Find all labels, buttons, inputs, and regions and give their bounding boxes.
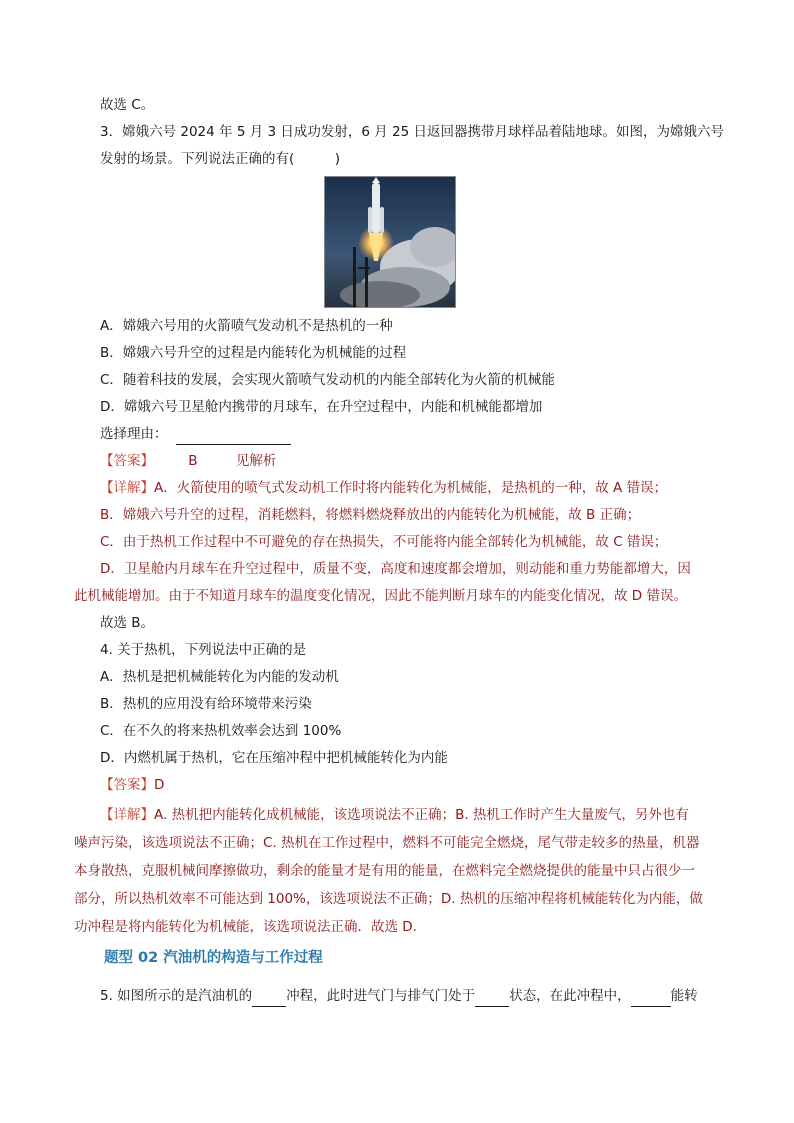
answer-row-q4	[100, 775, 164, 795]
q5-blank-1	[252, 986, 286, 1007]
answer-value: B	[188, 453, 198, 469]
answer-line-q2: 故选 C。	[100, 97, 155, 113]
question-5-stem	[100, 986, 698, 1007]
q4-detail-row-2: 噪声污染，该选项说法不正确；C. 热机在工作过程中，燃料不可能完全燃烧，尾气带走较多的热量，机器	[74, 835, 700, 851]
detail-tag: 【详解】	[100, 807, 154, 823]
q5-blank-2	[475, 986, 509, 1007]
reason-label: 选择理由：	[100, 426, 168, 442]
detail-row-1	[100, 478, 667, 498]
q5-part-4: 能转	[670, 988, 698, 1004]
option-b: B．嫦娥六号升空的过程是内能转化为机械能的过程	[100, 345, 407, 361]
detail-tag: 【详解】	[100, 480, 154, 496]
answer-value: D	[154, 777, 165, 793]
section-heading: 题型 02 汽油机的构造与工作过程	[104, 950, 323, 966]
answer-tag: 【答案】	[100, 453, 154, 469]
detail-row-5: 此机械能增加。由于不知道月球车的温度变化情况，因此不能判断月球车的内能变化情况，故 D 错误。	[74, 588, 687, 604]
answer-row-q3	[100, 451, 276, 471]
answer-note: 见解析	[235, 453, 277, 469]
q4-option-d: D．内燃机属于热机，它在压缩冲程中把机械能转化为内能	[100, 750, 448, 766]
question-3-stem: 3．嫦娥六号 2024 年 5 月 3 日成功发射，6 月 25 日返回器携带月球样品着陆地球。如图，为嫦娥六号	[100, 124, 725, 140]
rocket-launch-icon	[325, 177, 455, 307]
reason-line	[100, 424, 291, 445]
q4-option-b: B．热机的应用没有给环境带来污染	[100, 696, 312, 712]
detail-row-4: D．卫星舱内月球车在升空过程中，质量不变，高度和速度都会增加，则动能和重力势能都增大，因	[100, 561, 691, 577]
q5-part-3: 状态，在此冲程中，	[509, 988, 631, 1004]
question-4-stem: 4. 关于热机，下列说法中正确的是	[100, 642, 307, 658]
q4-option-c: C．在不久的将来热机效率会达到 100%	[100, 723, 342, 739]
detail-text: A．火箭使用的喷气式发动机工作时将内能转化为机械能，是热机的一种，故 A 错误；	[154, 480, 668, 496]
detail-text: A. 热机把内能转化成机械能，该选项说法不正确；B. 热机工作时产生大量废气，另外也有	[154, 807, 689, 823]
q5-part-1: 5. 如图所示的是汽油机的	[100, 988, 253, 1004]
detail-row-2: B．嫦娥六号升空的过程，消耗燃料，将燃料燃烧释放出的内能转化为机械能，故 B 正确；	[100, 507, 641, 523]
q4-detail-row-1	[100, 805, 689, 825]
rocket-launch-photo	[324, 176, 456, 308]
q4-detail-row-5: 功冲程是将内能转化为机械能，该选项说法正确．故选 D.	[74, 919, 417, 935]
q4-detail-row-4: 部分，所以热机效率不可能达到 100%，该选项说法不正确；D. 热机的压缩冲程将机械能转化为内能，做	[74, 891, 703, 907]
question-3-stem-cont: 发射的场景。下列说法正确的有( )	[100, 151, 341, 167]
option-d: D．嫦娥六号卫星舱内携带的月球车，在升空过程中，内能和机械能都增加	[100, 399, 543, 415]
option-a: A．嫦娥六号用的火箭喷气发动机不是热机的一种	[100, 318, 393, 334]
option-c: C．随着科技的发展，会实现火箭喷气发动机的内能全部转化为火箭的机械能	[100, 372, 555, 388]
detail-row-3: C．由于热机工作过程中不可避免的存在热损失，不可能将内能全部转化为机械能，故 C 错误；	[100, 534, 668, 550]
q4-option-a: A．热机是把机械能转化为内能的发动机	[100, 669, 339, 685]
q4-detail-row-3: 本身散热，克服机械间摩擦做功，剩余的能量才是有用的能量，在燃料完全燃烧提供的能量中只占很少一	[74, 863, 695, 879]
answer-line-q3: 故选 B。	[100, 615, 155, 631]
q5-blank-3	[631, 986, 671, 1007]
answer-tag: 【答案】	[100, 777, 154, 793]
q5-part-2: 冲程，此时进气门与排气门处于	[286, 988, 476, 1004]
reason-blank	[176, 424, 291, 445]
